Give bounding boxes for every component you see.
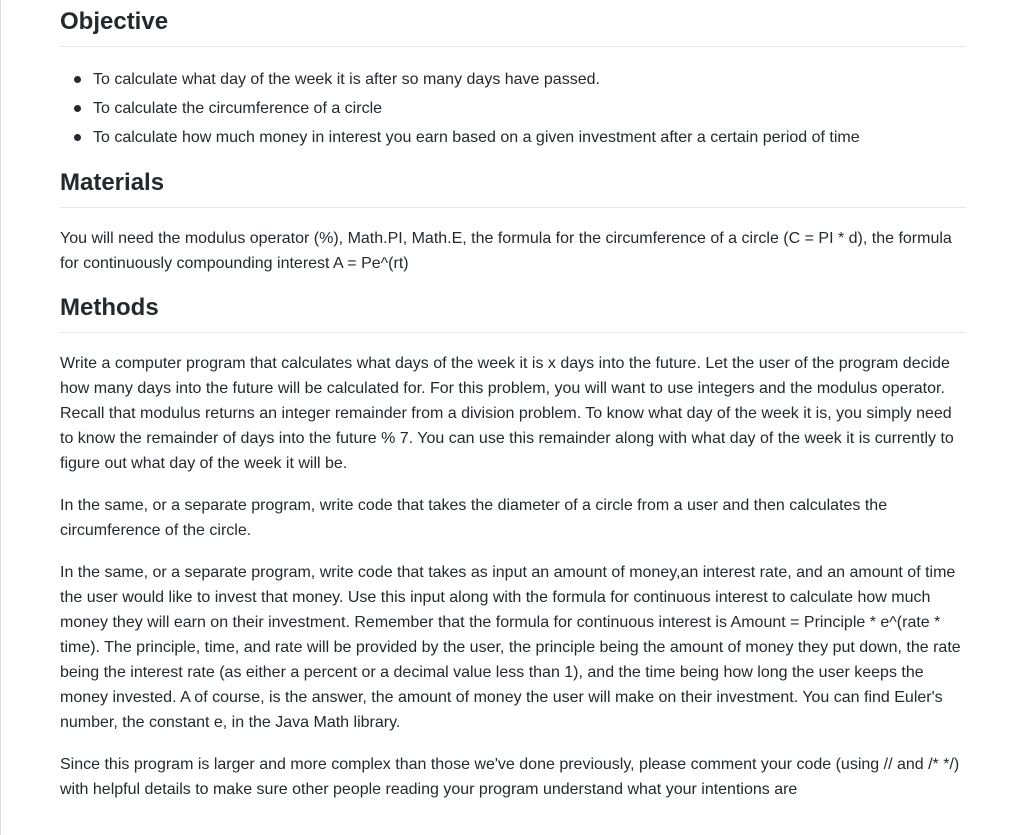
objective-list [60,65,966,152]
left-border [0,0,1,835]
materials-paragraph: You will need the modulus operator (%), Math.PI, Math.E, the formula for the circumference of a circle (C = PI * d), the formula for continuously compounding interest A = Pe^(rt) [60,230,952,272]
materials-heading: Materials [60,168,966,208]
objective-heading: Objective [60,7,966,47]
methods-paragraph-2: In the same, or a separate program, write code that takes the diameter of a circle from a user and then calculates the circumference of the circle. [60,497,888,539]
methods-paragraph-3: In the same, or a separate program, write code that takes as input an amount of money,an interest rate, and an amount of time the user would like to invest that money. Use this input along with the formula for continuous interest to calculate how much money they will earn on their investment. Remember that the formula for continuous interest is Amount = Principle * e^(rate * time). The principle, time, and rate will be provided by the user, the principle being the amount of money they put down, the rate being the interest rate (as either a percent or a decimal value less than 1), and the time being how long the user keeps the money invested. A of course, is the answer, the amount of money the user will make on their investment. You can find Euler's number, the constant e, in the Java Math library. [60,564,961,731]
objective-section [60,7,966,152]
objective-item-3: To calculate how much money in interest you earn based on a given investment after a certain period of time [93,123,966,152]
document-content [60,0,966,818]
methods-heading: Methods [60,293,966,333]
methods-section [60,293,966,802]
materials-section [60,168,966,276]
methods-paragraph-4: Since this program is larger and more complex than those we've done previously, please comment your code (using // and /* */) with helpful details to make sure other people reading your program understand what your intentions are [60,756,960,798]
objective-item-1: To calculate what day of the week it is after so many days have passed. [93,65,966,94]
methods-paragraph-1: Write a computer program that calculates what days of the week it is x days into the future. Let the user of the program decide how many days into the future will be calculated for. For this problem, you will want to use integers and the modulus operator. Recall that modulus returns an integer remainder from a division problem. To know what day of the week it is, you simply need to know the remainder of days into the future % 7. You can use this remainder along with what day of the week it is currently to figure out what day of the week it will be. [60,355,954,472]
objective-item-2: To calculate the circumference of a circle [93,94,966,123]
